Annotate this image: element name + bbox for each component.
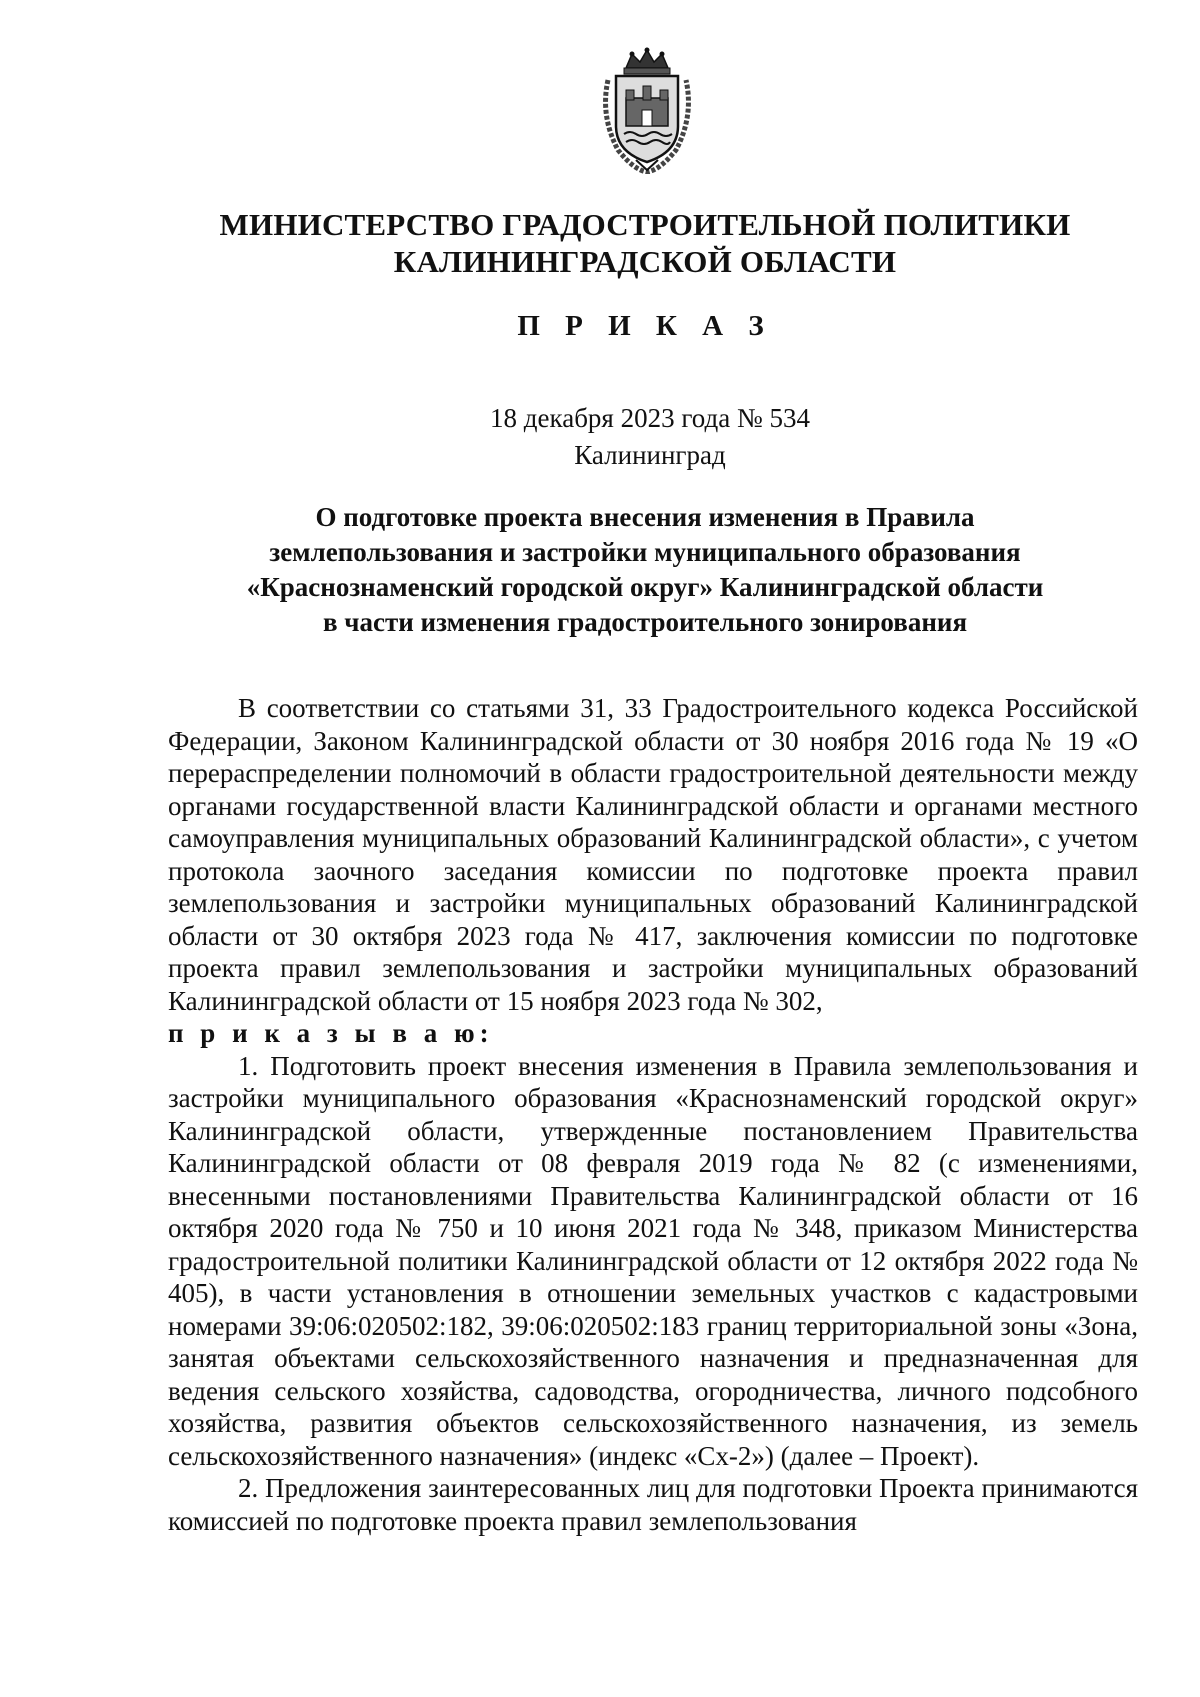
coat-of-arms-emblem [596, 46, 698, 174]
date-number: 18 декабря 2023 года № 534 [490, 403, 810, 433]
title-line-1: О подготовке проекта внесения изменения в Правила [315, 502, 975, 532]
city: Калининград [574, 440, 726, 470]
title-line-4: в части изменения градостроительного зонирования [322, 607, 968, 637]
ministry-line-2: КАЛИНИНГРАДСКОЙ ОБЛАСТИ [393, 244, 897, 279]
ministry-name [150, 206, 1140, 280]
title-line-3: «Краснознаменский городской округ» Калининградской области [246, 572, 1044, 602]
document-type: П Р И К А З [517, 310, 773, 342]
title-line-2: землепользования и застройки муниципального образования [269, 537, 1021, 567]
date-place-block [450, 400, 850, 474]
item-2-paragraph: 2. Предложения заинтересованных лиц для подготовки Проекта принимаются комиссией по подготовке проекта правил землепользования [168, 1473, 1138, 1536]
preamble-paragraph: В соответствии со статьями 31, 33 Градостроительного кодекса Российской Федерации, Законом Калининградской области от 30 ноября 2016 года № 19 «О перераспределении полномочий в области градостроительной деятельности между органами государственной власти Калининградской области и органами местного самоуправления муниципальных образований Калининградской области», с учетом протокола заочного заседания комиссии по подготовке проекта правил землепользования и застройки муниципальных образований Калининградской области от 30 октября 2023 года № 417, заключения комиссии по подготовке проекта правил землепользования и застройки муниципальных образований Калининградской области от 15 ноября 2023 года № 302, [168, 693, 1138, 1016]
document-title [160, 500, 1130, 640]
ministry-line-1: МИНИСТЕРСТВО ГРАДОСТРОИТЕЛЬНОЙ ПОЛИТИКИ [219, 207, 1071, 242]
item-1-paragraph: 1. Подготовить проект внесения изменения в Правила землепользования и застройки муниципального образования «Краснознаменский городской округ» Калининградской области, утвержденные постановлением Правительства Калининградской области от 08 февраля 2019 года № 82 (с изменениями, внесенными постановлениями Правительства Калининградской области от 16 октября 2020 года № 750 и 10 июня 2021 года № 348, приказом Министерства градостроительной политики Калининградской области от 12 октября 2022 года № 405), в части установления в отношении земельных участков с кадастровыми номерами 39:06:020502:182, 39:06:020502:183 границ территориальной зоны «Зона, занятая объектами сельскохозяйственного назначения и предназначенная для ведения сельского хозяйства, садоводства, огородничества, личного подсобного хозяйства, развития объектов сельскохозяйственного назначения, из земель сельскохозяйственного назначения» (индекс «Сх-2») (далее – Проект). [168, 1050, 1138, 1471]
order-word: п р и к а з ы в а ю: [168, 1018, 494, 1048]
document-body [168, 692, 1138, 1537]
